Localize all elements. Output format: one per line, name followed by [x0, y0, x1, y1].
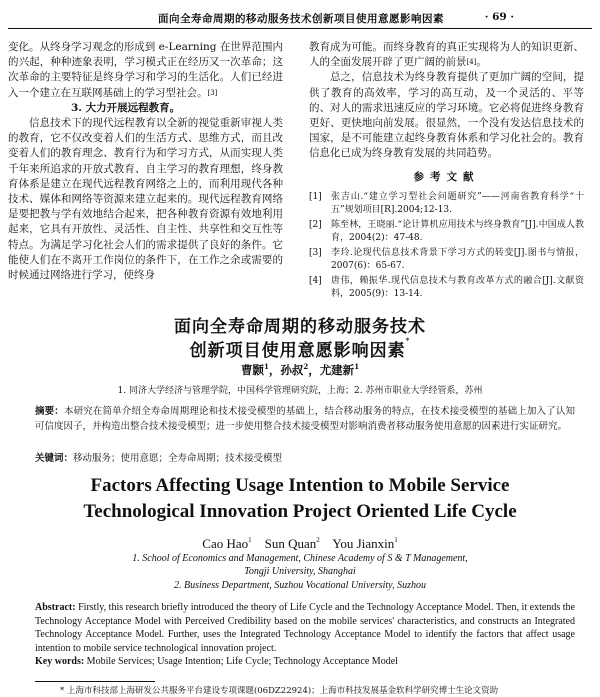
header-rule: [8, 28, 592, 29]
header-title: 面向全寿命周期的移动服务技术创新项目使用意愿影响因素: [158, 13, 444, 25]
right-paragraph-1: 教育成为可能。而终身教育的真正实现将为人的知识更新、人的全面发展开辟了更广阔的前景[4]。: [309, 41, 584, 69]
cn-affiliation: 1. 同济大学经济与管理学院，中国科学管理研究院，上海；2. 苏州市职业大学经管系，苏州: [117, 386, 483, 396]
left-paragraph-1: 变化。从终身学习观念的形成到 e-Learning 在世界范围内的兴起，种种迹象表明，学习模式正在经历又一次革命；这次革命的主要特征是终身学习和学习的生活化。人们已经进入一个建立在互联网基础上的学习型社会。[3]: [8, 41, 283, 99]
reference-item: [4] 唐伟，赖振华.现代信息技术与教育改革方式的融合[J].文献资料，2005(9)：13-14.: [309, 275, 584, 299]
references-heading: 参考文献: [413, 170, 480, 183]
en-title-line-2: Technological Innovation Project Oriented Life Cycle: [83, 501, 517, 522]
right-column: [309, 40, 584, 303]
reference-item: [2] 陈至林，王晓丽.“论计算机应用技术与终身教育”[J].中国成人教育，2004(2)：47-48.: [309, 219, 584, 243]
left-column: [8, 40, 283, 283]
section-subheading: 3. 大力开展远程教育。: [71, 101, 181, 114]
en-title-line-1: Factors Affecting Usage Intention to Mobile Service: [90, 475, 510, 496]
cn-abstract: 摘要：本研究在简单介绍全寿命周期理论和技术接受模型的基础上，结合移动服务的特点，在技术接受模型的基础上加入了认知可信度因子，并构造出整合技术接受模型；进一步使用整合技术接受模型对影响消费者移动服务使用意愿的因素进行实证研究。: [35, 406, 575, 432]
running-header: [8, 8, 592, 28]
footnote-rule: [35, 681, 155, 682]
cn-keywords: 关键词：移动服务；使用意愿；全寿命周期；技术接受模型: [35, 453, 283, 464]
cn-title-line-1: 面向全寿命周期的移动服务技术: [174, 317, 426, 337]
cn-authors: 曹颢$^1$，孙叔$^2$，尤建新$^1$: [240, 362, 360, 377]
cn-title-line-2: 创新项目使用意愿影响因素*: [189, 336, 411, 361]
left-paragraph-2: 信息技术下的现代远程教育以全新的视觉重新审视人类的教育，它不仅改变着人们的生活方式、思维方式，而且改变着人们的教育理念、教育行为和学习方式，从而实现人类千年来所追求的开放式教育、自主学习的教育理想，终身教育体系是建立在现代远程教育网络之上的，而利用现代各种技术、媒体和网络等资源来建立起来的。现代远程教育网络是要把教与学有效地结合起来，把各种教育资源有效地利用起来，它具有开放性、灵活性、自主性、共享性和交互性等特点。为满足学习化社会人们的需求提供了良好的条件。它能使人们在不离开工作岗位的条件下，在工作之余或需要的时候通过网络进行学习，使终身: [8, 117, 283, 282]
en-affiliation-1-cont: Tongji University, Shanghai: [244, 566, 356, 577]
reference-item: [1] 张吉山.“建立学习型社会问题研究”——河南省教育科学“十五”规划项目[R].2004;12-13.: [309, 191, 584, 215]
right-paragraph-2: 总之，信息技术为终身教育提供了更加广阔的空间，提供了教育的高效率，学习的高互动，及一个灵活的、平等的、对人的需求迅速反应的学习环境。它必将促进终身教育更好、更快地向前发展。很显然，一个没有发达信息技术的国家，是不可能建立起终身教育体系和学习化社会的。教育信息化已成为终身教育发展的共同趋势。: [309, 71, 584, 160]
reference-item: [3] 李玲.论现代信息技术背景下学习方式的转变[J].图书与情报，2007(6)：65-67.: [309, 247, 584, 271]
page-number: · 69 ·: [484, 11, 514, 23]
en-authors: Cao Hao$^1$ Sun Quan$^2$ You Jianxin$^1$: [202, 536, 398, 551]
funding-footnote: * 上海市科技部上海研发公共服务平台建设专项课题(06DZ22924)；上海市科技发展基金软科学研究博士生论文资助: [60, 686, 499, 696]
en-affiliation-1: 1. School of Economics and Management, Chinese Academy of S & T Management,: [132, 553, 468, 564]
en-affiliation-2: 2. Business Department, Suzhou Vocational University, Suzhou: [174, 580, 426, 591]
en-abstract: Abstract: Firstly, this research briefly introduced the theory of Life Cycle and the Technology Acceptance Model. Then, it extends the Technology Acceptance Model with Perceived Credibility based on the mobile services' characteristics, and constructs an Integrated Technology Acceptance Model. Further, uses the Integrated Technology Acceptance Model to identify the factors that affect usage intention to mobile service technological innovation project. Key words: Mobile Services; Usage Intention; Life Cycle; Technology Acceptance Model: [35, 602, 575, 667]
